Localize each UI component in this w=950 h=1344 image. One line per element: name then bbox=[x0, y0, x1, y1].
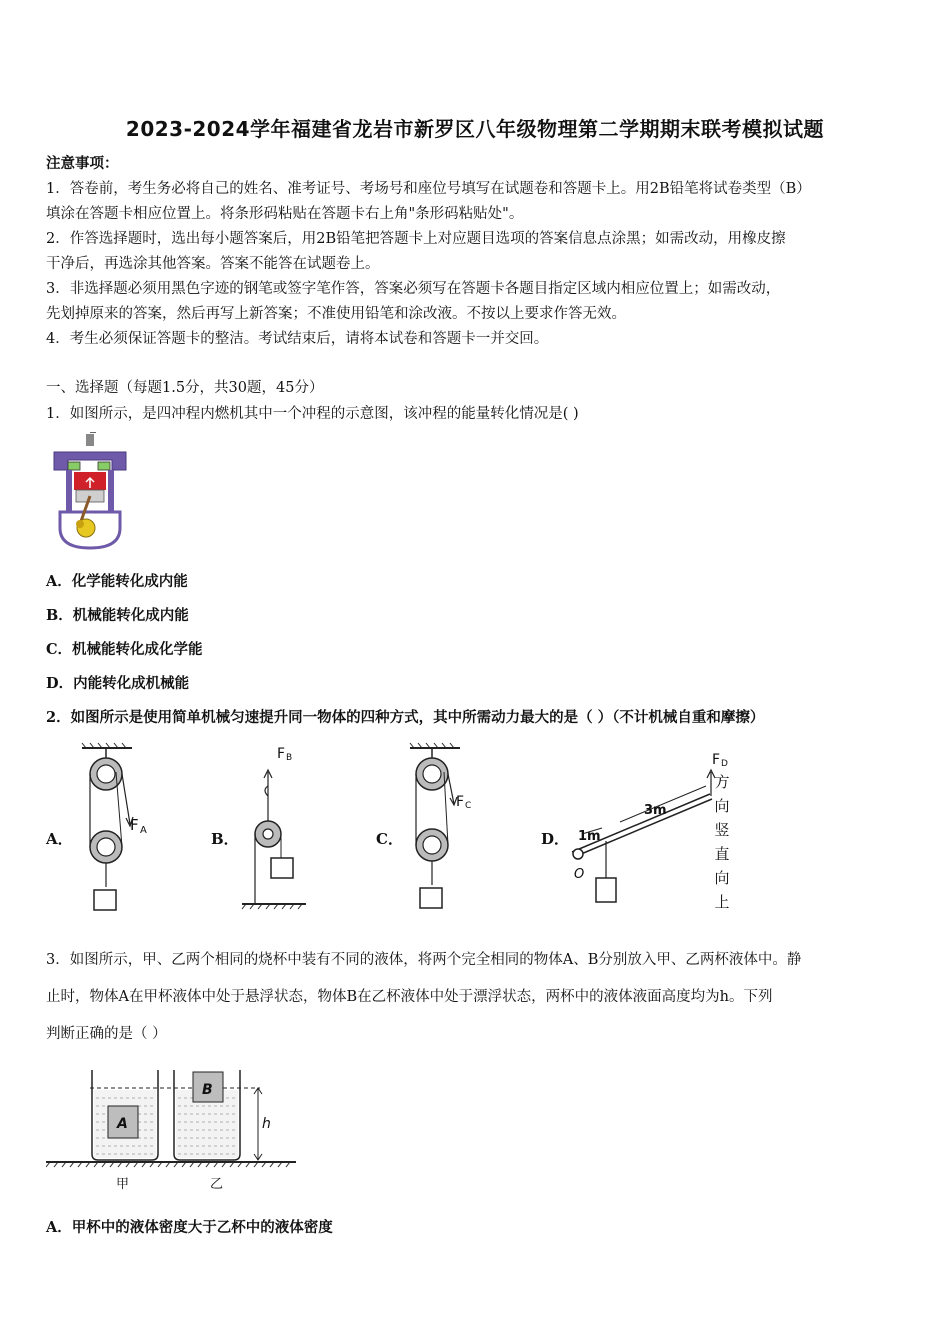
notice-line: 4．考生必须保证答题卡的整洁。考试结束后，请将本试卷和答题卡一并交回。 bbox=[46, 331, 549, 347]
beaker-diagram bbox=[46, 1064, 300, 1198]
question-3-stem: 3．如图所示，甲、乙两个相同的烧杯中装有不同的液体，将两个完全相同的物体A、B分别放入甲、乙两杯液体中。静 bbox=[46, 952, 802, 968]
pulley-system-c bbox=[400, 742, 490, 914]
notice-line: 1．答卷前，考生务必将自己的姓名、准考证号、考场号和座位号填写在试题卷和答题卡上。用2B铅笔将试卷类型（B） bbox=[46, 181, 811, 197]
notice-line: 先划掉原来的答案，然后再写上新答案；不准使用铅笔和涂改液。不按以上要求作答无效。 bbox=[46, 306, 626, 322]
dir-char: 向 bbox=[714, 869, 730, 887]
svg-text:B: B bbox=[286, 753, 293, 763]
page-title: 2023-2024学年福建省龙岩市新罗区八年级物理第二学期期末联考模拟试题 bbox=[125, 117, 825, 141]
notice-line: 2．作答选择题时，选出每小题答案后，用2B铅笔把答题卡上对应题目选项的答案信息点涂黑；如需改动，用橡皮擦 bbox=[46, 231, 786, 247]
height-label: h bbox=[262, 1116, 271, 1132]
question-1-stem: 1．如图所示，是四冲程内燃机其中一个冲程的示意图，该冲程的能量转化情况是( ) bbox=[46, 406, 579, 422]
engine-diagram bbox=[46, 432, 136, 552]
q1-option-a[interactable]: A．化学能转化成内能 bbox=[46, 573, 188, 590]
question-3-stem: 判断正确的是（ ） bbox=[46, 1026, 167, 1042]
q2-label-d[interactable]: D． bbox=[541, 830, 570, 848]
dir-char: 方 bbox=[714, 773, 730, 791]
force-label-a bbox=[126, 812, 166, 836]
notice-line: 干净后，再选涂其他答案。答案不能答在试题卷上。 bbox=[46, 256, 380, 272]
question-2-stem: 2．如图所示是使用简单机械匀速提升同一物体的四种方式，其中所需动力最大的是（ ）（不计机械自重和摩擦） bbox=[46, 709, 765, 726]
q2-label-a[interactable]: A． bbox=[46, 830, 73, 848]
svg-text:F: F bbox=[456, 794, 465, 810]
q1-option-d[interactable]: D．内能转化成机械能 bbox=[46, 675, 190, 692]
svg-text:A: A bbox=[140, 825, 147, 836]
svg-text:F: F bbox=[277, 746, 286, 762]
block-b-label: B bbox=[202, 1082, 213, 1098]
notice-line: 填涂在答题卡相应位置上。将条形码粘贴在答题卡右上角"条形码粘贴处"。 bbox=[46, 206, 524, 222]
pivot-label: O bbox=[574, 867, 585, 882]
force-fa: F bbox=[130, 816, 139, 834]
lever-long-label: 3m bbox=[644, 803, 667, 818]
dir-char: 向 bbox=[714, 797, 730, 815]
cup1-label: 甲 bbox=[116, 1177, 130, 1192]
dir-char: 竖 bbox=[714, 821, 730, 839]
lever-short-label: 1m bbox=[578, 829, 601, 844]
cup2-label: 乙 bbox=[210, 1177, 224, 1192]
force-direction-text bbox=[712, 770, 732, 914]
q1-option-c[interactable]: C．机械能转化成化学能 bbox=[46, 641, 203, 658]
dir-char: 直 bbox=[714, 845, 730, 863]
svg-text:C: C bbox=[465, 801, 472, 811]
block-a-label: A bbox=[117, 1116, 128, 1132]
question-3-stem: 止时，物体A在甲杯液体中处于悬浮状态，物体B在乙杯液体中处于漂浮状态，两杯中的液体液面高度均为h。下列 bbox=[46, 989, 773, 1005]
section-heading: 一、选择题（每题1.5分，共30题，45分） bbox=[46, 380, 324, 396]
q1-option-b[interactable]: B．机械能转化成内能 bbox=[46, 607, 189, 624]
pulley-system-b bbox=[236, 742, 316, 910]
svg-text:F: F bbox=[712, 752, 721, 768]
q3-option-a[interactable]: A．甲杯中的液体密度大于乙杯中的液体密度 bbox=[46, 1219, 333, 1236]
notice-heading: 注意事项： bbox=[46, 155, 119, 172]
q2-label-b[interactable]: B． bbox=[211, 830, 239, 848]
svg-text:D: D bbox=[721, 759, 728, 769]
q2-label-c[interactable]: C． bbox=[376, 830, 403, 848]
notice-line: 3．非选择题必须用黑色字迹的钢笔或签字笔作答，答案必须写在答题卡各题目指定区域内相应位置上；如需改动， bbox=[46, 281, 781, 297]
dir-char: 上 bbox=[714, 893, 730, 911]
